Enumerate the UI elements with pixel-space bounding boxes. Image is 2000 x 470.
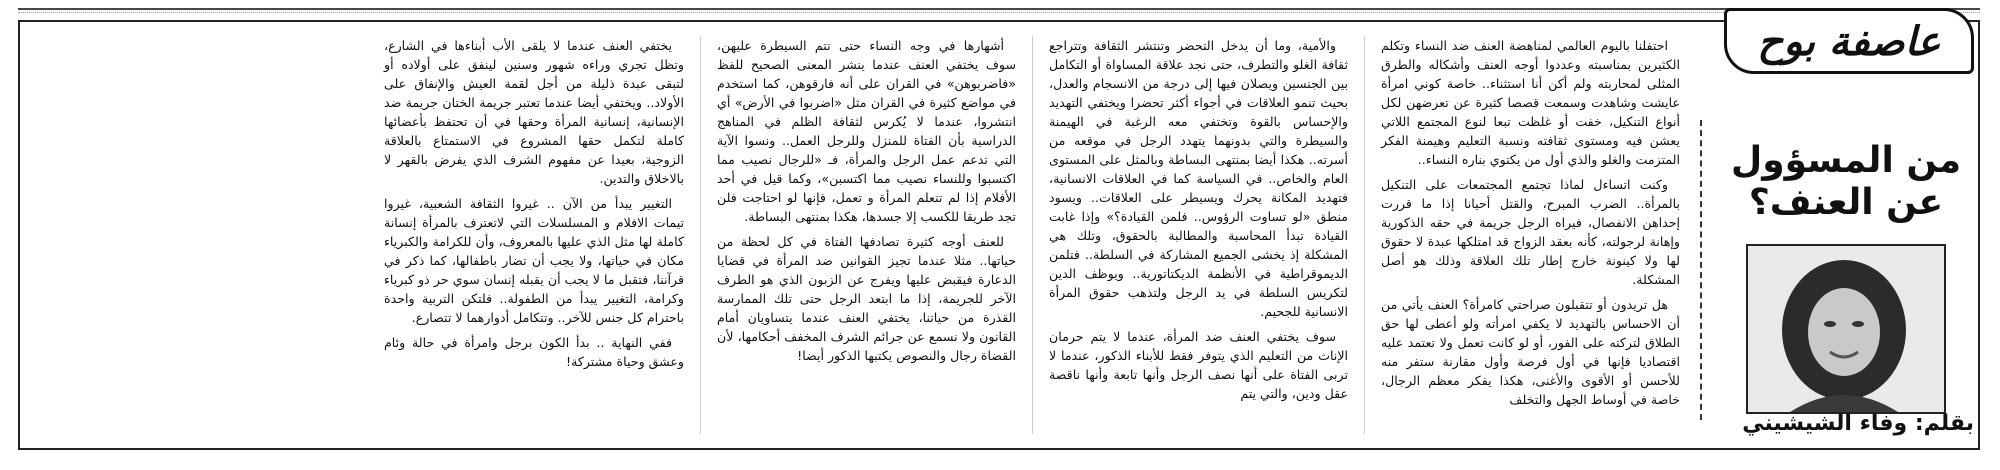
paragraph: وكنت اتساءل لماذا تجتمع المجتمعات على التنكيل بالمرأة.. الضرب المبرح، والقتل أحيانا إذا ما قررت إحداهن الانفصال، فيراه الرجل جريمة في حقه الذكورية وإهانة لرجولته، كأنه بعقد الزواج قد امتلكها عبدة لا حقوق لها ولا كينونة خارج إطار تلك العلاقة وذلك هو أصل المشكلة.	[1381, 177, 1680, 287]
paragraph: والأمية، وما أن يدخل التحضر وتنتشر الثقافة وتتراجع ثقافة الغلو والتطرف، حتى نجد علاقة المساواة أو التكامل بين الجنسين ويصلان فيها إلى درجة من الانسجام والعدل، بحيث تنمو العلاقات في أجواء أكثر تحضرا ويختفي التهديد والإحساس بالقوة وتختفي معه الرغبة في الهيمنة والسيطرة والتي بدونهما يتهدد الرجل في موقعه من أسرته.. هكذا أيضا بمنتهى البساطة وبالمثل على المستوى العام والخاص.. في السياسة كما في العلاقات الانسانية، فتهديد المكانة يحرك ويسيطر على العلاقات.. ويسود منطق «لو تساوت الرؤوس.. فلمن القيادة؟» وإذا غابت القيادة تبدأ المحاسبة والمطالبة بالحقوق، وتلك هي المشكلة إذ يخشى الجميع المشاركة في السلطة.. فتلمن الديموقراطية في الأنظمة الديكتاتورية.. ويوظف الدين لتكريس السلطة في يد الرجل ولتذهب حقوق المرأة الانسانية للجحيم.	[1049, 38, 1348, 319]
article-column-4	[368, 36, 700, 434]
top-rule	[18, 8, 1980, 10]
article-column-2	[1032, 36, 1364, 434]
paragraph: احتفلنا باليوم العالمي لمناهضة العنف ضد النساء وتكلم الكثيرين بمناسبته وعددوا أوجه العنف وأشكاله والطرق المثلى لمحاربته ولم أكن أنا استثناء.. خاصة كوني امرأة عايشت وشاهدت وسمعت قصصا كثيرة عن تعرضهن لكل أنواع التنكيل، خفت أو غلظت تبعا لنوع المجتمع اللاتي يعشن فيه ومستوى ثقافته ونسبة التعليم وهيمنة الفكر المتزمت والغلو والذي أول من يكتوي بناره النساء..	[1381, 38, 1680, 167]
paragraph: ففي النهاية .. بدأ الكون برجل وامرأة في حالة وئام وعشق وحياة مشتركة!	[384, 335, 684, 369]
article-headline: من المسؤول عن العنف؟	[1730, 140, 1962, 223]
paragraph: يختفي العنف عندما لا يلقى الأب أبناءها في الشارع، وتظل تجري وراءه شهور وسنين لينفق على أولاده أو لتبقى عبدة ذليلة من أجل لقمة العيش والإنفاق على الأولاد.. ويختفي أيضا عندما تعتبر جريمة الختان جريمة ضد الإنسانية، إنسانية المرأة وحقها في أن تحتفظ بأعضائها كاملة لتكمل حقها المشروع في الاستمتاع بالعلاقة الزوجية، بعيدا عن مفهوم الشرف الذي يفرض بالقهر لا بالاخلاق والتدين.	[384, 38, 684, 186]
paragraph: التغيير يبدأ من الآن .. غيروا الثقافة الشعبية، غيروا تيمات الافلام و المسلسلات التي لاتعترف بالمرأة إنسانة كاملة لها مثل الذي عليها بالمعروف، وأن للكرامة والكبرياء مكان في حياتها، ولا يجب أن تضار باطفالها، كما ذكر في قرآننا، فتقبل ما لا يجب أن يقبله إنسان سوي حر ذو كبرياء وكرامة، التغيير يبدأ من الطفولة.. فلتكن التربية واحدة باحترام كل جنس للآخر.. وتتكامل أدوارهما لا تتصارع.	[384, 196, 684, 325]
top-dotted-rule	[18, 12, 1980, 13]
author-photo	[1746, 244, 1946, 414]
paragraph: سوف يختفي العنف ضد المرأة، عندما لا يتم حرمان الإناث من التعليم الذي يتوفر فقط للأبناء الذكور، عندما لا تربى الفتاة على أنها نصف الرجل وأنها تابعة وأنها ناقصة عقل ودين، والتي يتم	[1049, 329, 1348, 401]
column-logo: عاصفة بوح	[1724, 8, 1974, 74]
paragraph: هل تريدون أو تتقبلون صراحتي كامرأة؟ العنف يأتي من أن الاحساس بالتهديد لا يكفي امرأته ولو أعطى لها حق الطلاق لتركته على الفور، أو لو كانت تعمل ولا تعتمد عليه اقتصاديا فإنها في أول فرصة وأول مقارنة ستفر منه للأحسن أو الأقوى والأغنى، هكذا يفكر معظم الرجال، خاصة في أوساط الجهل والتخلف	[1381, 297, 1680, 407]
article-sidebar	[1712, 17, 1974, 436]
article-column-1	[1364, 36, 1696, 434]
column-divider	[1700, 120, 1708, 420]
author-byline: بقلم: وفاء الشيشيني	[1742, 411, 1974, 436]
article-columns	[36, 36, 1696, 434]
article-column-3	[700, 36, 1032, 434]
paragraph: أشهارها في وجه النساء حتى تتم السيطرة عليهن، سوف يختفي العنف عندما ينشر المعنى الصحيح للفظ «فاضربوهن» في القران على أنه فارقوهن، كما استخدم في مواضع كثيرة في القران مثل «اضربوا في الأرض» أي انتشروا، عندما لا يُكرس لثقافة الظلم في المناهج الدراسية بأن الفتاة للمنزل وللرجل العمل.. ونسوا الآية التي تدعم عمل الرجل والمرأة، فـ «للرجال نصيب مما اكتسبوا وللنساء نصيب مما اكتسبن»، وكما قيل في أحد الأفلام إذا لم تتعلم المرأة و تعمل، فإنها لو احتاجت فلن تجد طريقا للكسب إلا جسدها، هكذا بمنتهى البساطة.	[717, 38, 1016, 224]
author-portrait-image	[1746, 246, 1944, 414]
paragraph: للعنف أوجه كثيرة تصادفها الفتاة في كل لحظة من حياتها.. مثلا عندما تجيز القوانين ضد المرأة في قضايا الدعارة فيقبض عليها ويفرج عن الزبون الذي هو الطرف الآخر للجريمة، إذا ما ابتعد الرجل حتى تلك الممارسة القذرة من حياتنا، يختفي العنف عندما يتساويان أمام القانون ولا نسمع عن جرائم الشرف المخفف أحكامها، لأن القضاة رجال والنصوص يكتبها الذكور أيضا!	[717, 234, 1016, 363]
